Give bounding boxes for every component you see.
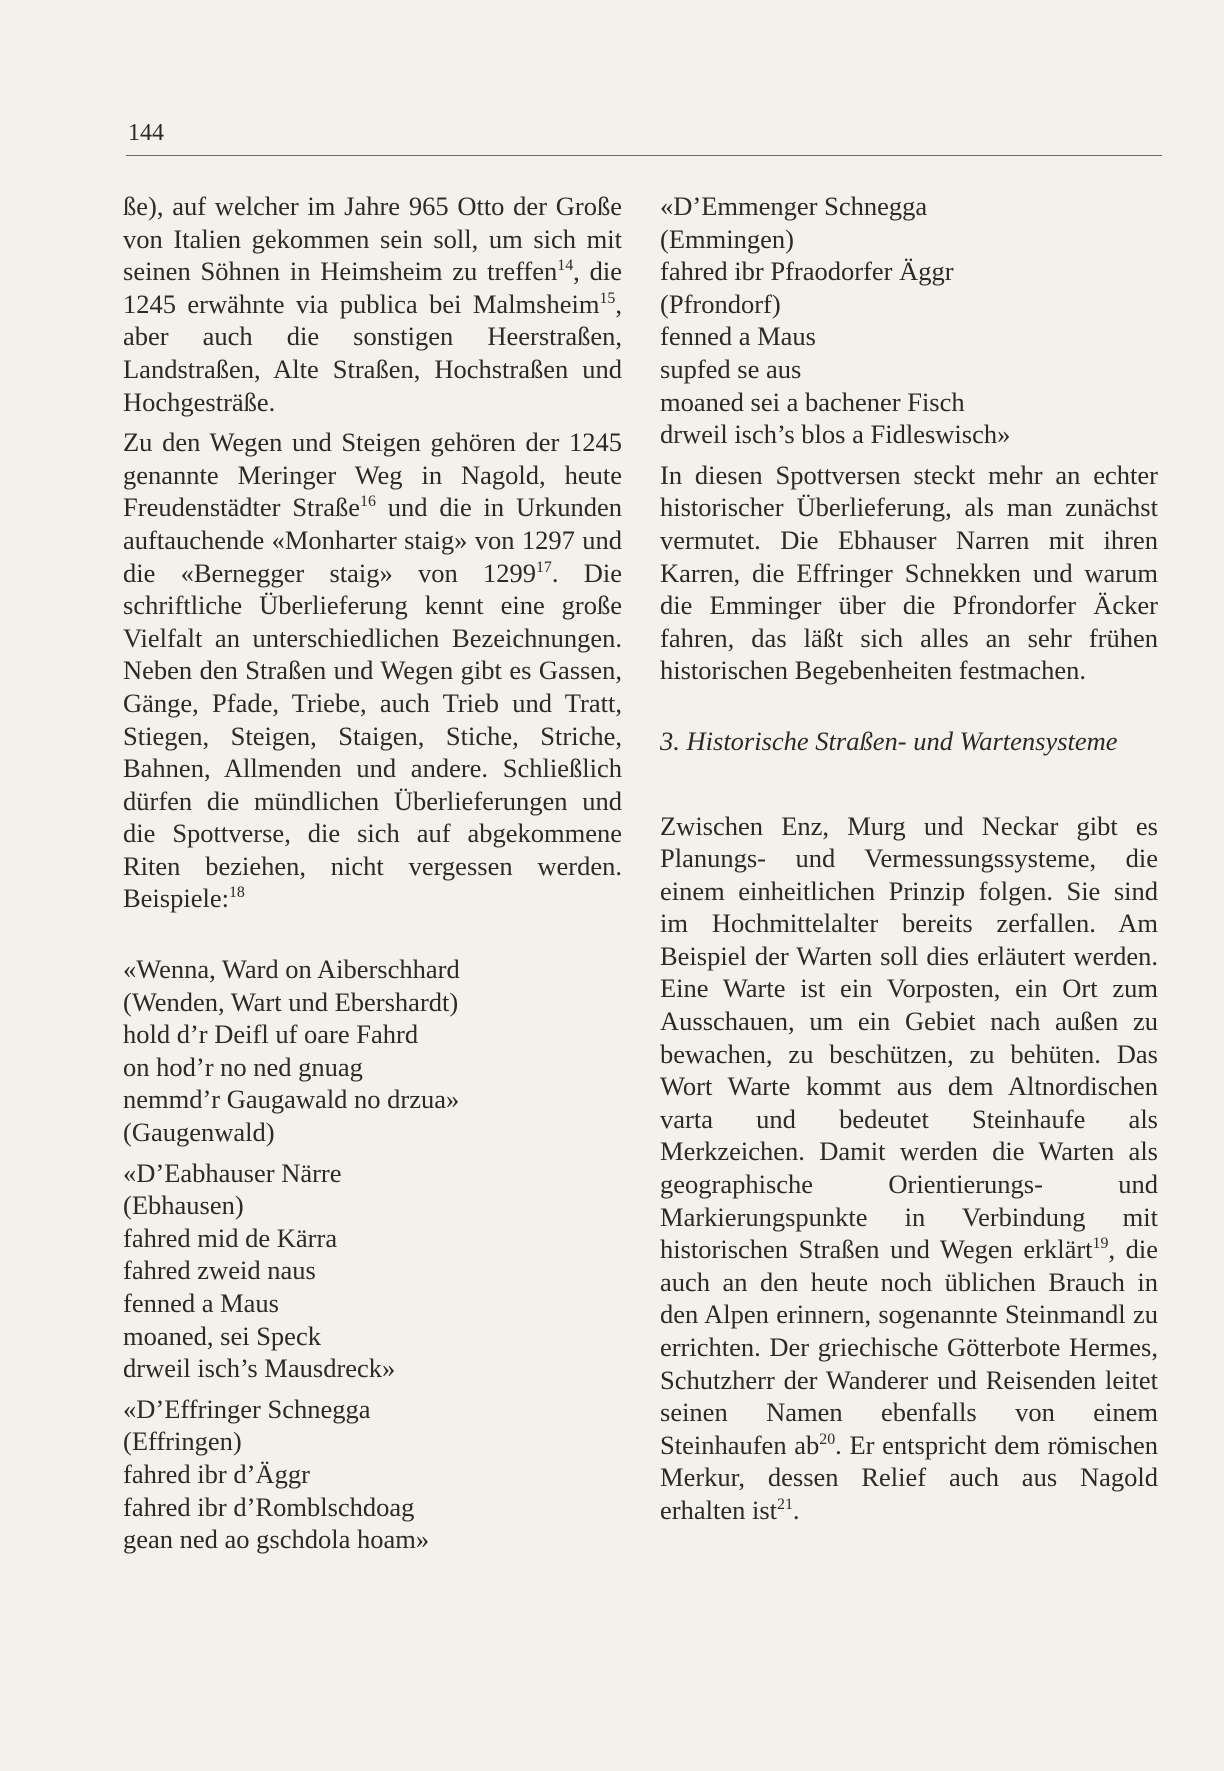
page-number: 144 — [128, 120, 164, 146]
verse-line: nemmd’r Gaugawald no drzua» — [123, 1084, 460, 1115]
paragraph-text: Zu den Wegen und Steigen gehören der 1245 genannte Meringer Weg in Nagold, heute Freudenstädter Straße — [123, 427, 622, 523]
verse-effringen — [123, 1393, 622, 1556]
verse-line: fahred ibr Pfraodorfer Äggr — [660, 256, 954, 287]
footnote-ref-21: 21 — [777, 1496, 793, 1514]
paragraph-4 — [660, 810, 1158, 1527]
spacer — [660, 758, 1158, 810]
paragraph-text: , die 1245 erwähnte via publica bei Malmsheim — [123, 256, 622, 319]
paragraph-text: ße), auf welcher im Jahre 965 Otto der Große von Italien gekommen sein soll, um sich mit seinen Söhnen in Heimsheim zu treffen — [123, 191, 622, 287]
footnote-ref-17: 17 — [535, 558, 552, 576]
verse-line: drweil isch’s Mausdreck» — [123, 1353, 396, 1384]
verse-line: fahred ibr d’Romblschdoag — [123, 1491, 415, 1522]
verse-line: fahred mid de Kärra — [123, 1222, 338, 1253]
paragraph-text: und die in Urkunden auftauchende «Monharter staig» von 1297 und die «Bernegger staig» von 1299 — [123, 492, 622, 588]
spacer — [123, 915, 622, 953]
header-rule — [126, 155, 1162, 156]
verse-line: «D’Eabhauser Närre — [123, 1157, 342, 1188]
verse-line: fenned a Maus — [660, 321, 816, 352]
verse-emmingen — [660, 190, 1158, 451]
paragraph-text: . Er entspricht dem römischen Merkur, dessen Relief auch aus Nagold erhalten ist — [660, 1429, 1158, 1525]
paragraph-text: , die auch an den heute noch üblichen Brauch in den Alpen erinnern, sogenannte Steinmandl zu errichten. Der griechische Götterbote Hermes, Schutzherr der Wanderer und Reisenden leitet seinen Namen ebenfalls von einem Steinhaufen ab — [660, 1234, 1158, 1460]
verse-line: gean ned ao gschdola hoam» — [123, 1524, 430, 1555]
verse-line: drweil isch’s blos a Fidleswisch» — [660, 419, 1011, 450]
paragraph-text: Zwischen Enz, Murg und Neckar gibt es Planungs- und Vermessungssysteme, die einem einheitlichen Prinzip folgen. Sie sind im Hochmittelalter bereits zerfallen. Am Beispiel der Warten soll dies erläutert werden. Eine Warte ist ein Vorposten, ein Ort zum Ausschauen, um ein Gebiet nach außen zu bewachen, zu beschützen, zu behüten. Das Wort Warte kommt aus dem Altnordischen varta und bedeutet Steinhaufe als Merkzeichen. Damit werden die Warten als geographische Orientierungs- und Markierungspunkte in Verbindung mit historischen Straßen und Wegen erklärt — [660, 810, 1158, 1265]
paragraph-2 — [123, 426, 622, 915]
paragraph-1 — [123, 190, 622, 418]
verse-line: (Wenden, Wart und Ebershardt) — [123, 986, 459, 1017]
footnote-ref-18: 18 — [228, 884, 245, 902]
section-heading: 3. Historische Straßen- und Wartensysteme — [660, 725, 1118, 756]
footnote-ref-15: 15 — [599, 289, 616, 307]
paragraph-text: . Die schriftliche Überlieferung kennt eine große Vielfalt an unterschiedlichen Bezeichnungen. Neben den Straßen und Wegen gibt es Gassen, Gänge, Pfade, Triebe, auch Trieb und Tratt, Stiegen, Steigen, Staigen, Stiche, Striche, Bahnen, Allmenden und andere. Schließlich dürfen die mündlichen Überlieferungen und die Spottverse, die sich auf abgekommene Riten beziehen, nicht vergessen werden. Beispiele: — [123, 557, 622, 914]
verse-line: «D’Effringer Schnegga — [123, 1393, 371, 1424]
left-column — [123, 190, 622, 1556]
verse-line: «D’Emmenger Schnegga — [660, 191, 928, 221]
verse-line: fahred ibr d’Äggr — [123, 1458, 310, 1489]
footnote-ref-20: 20 — [819, 1430, 836, 1448]
verse-line: «Wenna, Ward on Aiberschhard — [123, 954, 460, 985]
footnote-ref-19: 19 — [1092, 1235, 1109, 1253]
verse-ebhausen — [123, 1157, 622, 1385]
verse-line: (Emmingen) — [660, 223, 794, 254]
verse-line: supfed se aus — [660, 353, 802, 384]
paragraph-text: , aber auch die sonstigen Heerstraßen, Landstraßen, Alte Straßen, Hochstraßen und Hochgesträße. — [123, 288, 622, 417]
footnote-ref-16: 16 — [360, 493, 376, 511]
verse-line: fenned a Maus — [123, 1288, 279, 1318]
spacer — [660, 687, 1158, 725]
verse-line: (Ebhausen) — [123, 1190, 244, 1221]
verse-line: on hod’r no ned gnuag — [123, 1051, 363, 1082]
verse-wenden — [123, 953, 622, 1149]
verse-line: (Pfrondorf) — [660, 288, 781, 319]
verse-line: moaned, sei Speck — [123, 1320, 321, 1351]
verse-line: (Gaugenwald) — [123, 1117, 275, 1148]
right-column — [660, 190, 1158, 1527]
paragraph-3: In diesen Spottversen steckt mehr an echter historischer Überlieferung, als man zunächst vermutet. Die Ebhauser Narren mit ihren Karren, die Effringer Schnekken und warum die Emminger über die Pfrondorfer Äcker fahren, das läßt sich alles an sehr frühen historischen Begebenheiten festmachen. — [660, 459, 1158, 686]
paragraph-text: . — [792, 1494, 800, 1525]
verse-line: moaned sei a bachener Fisch — [660, 386, 965, 417]
verse-line: (Effringen) — [123, 1426, 242, 1457]
verse-line: fahred zweid naus — [123, 1255, 316, 1286]
footnote-ref-14: 14 — [557, 257, 574, 275]
verse-line: hold d’r Deifl uf oare Fahrd — [123, 1019, 419, 1050]
